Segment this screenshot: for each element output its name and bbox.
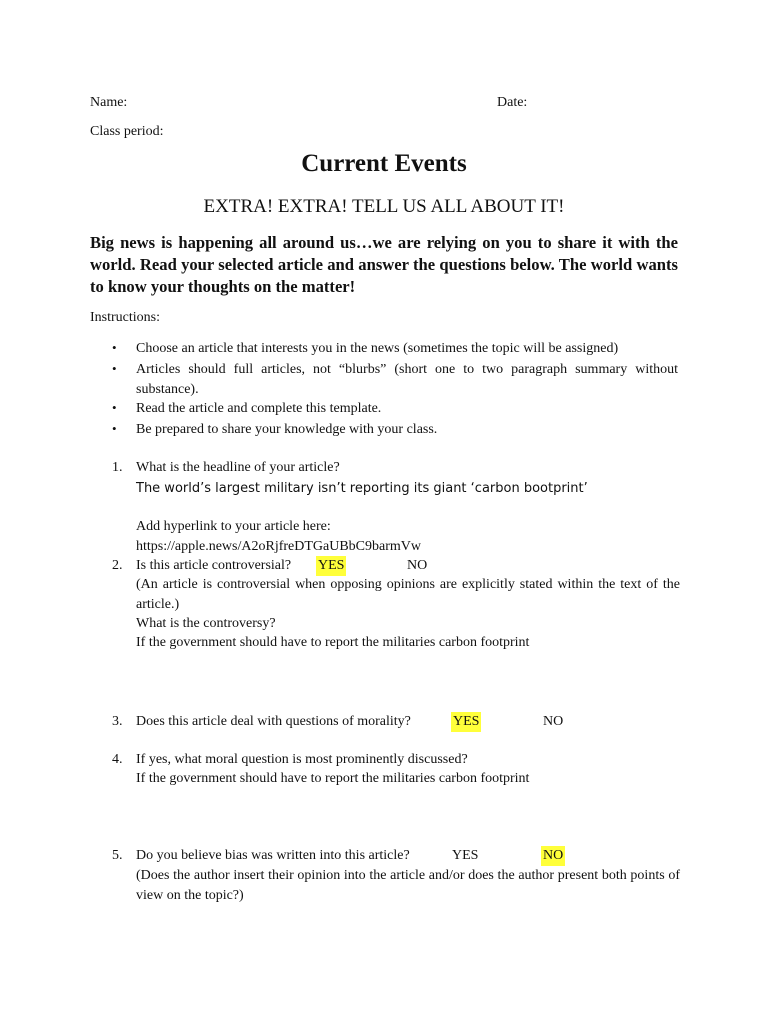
page-title: Current Events (301, 150, 467, 177)
instruction-item: Articles should full articles, not “blurbs” (short one to two paragraph summary without substance). (136, 362, 678, 397)
question-3-no-option[interactable]: NO (543, 714, 564, 729)
question-2-note: (An article is controversial when opposing opinions are explicitly stated within the text of the article.) (136, 577, 680, 612)
question-5-text: Do you believe bias was written into this article? (136, 848, 410, 863)
bullet-icon: • (112, 361, 117, 376)
question-4-answer: If the government should have to report the militaries carbon footprint (136, 771, 530, 786)
question-1-answer: The world’s largest military isn’t reporting its giant ‘carbon bootprint’ (136, 481, 588, 496)
article-hyperlink[interactable]: https://apple.news/A2oRjfreDTGaUBbC9barmVw (136, 539, 422, 554)
instruction-item: Be prepared to share your knowledge with your class. (136, 422, 438, 437)
intro-paragraph: Big news is happening all around us…we are relying on you to share it with the world. Read your selected article and answer the questions below. The world wants to know your thoughts on the matter! (90, 233, 678, 296)
question-number: 1. (112, 460, 123, 475)
question-3-yes-option[interactable]: YES (451, 712, 481, 732)
question-5-no-option[interactable]: NO (541, 846, 565, 866)
question-number: 5. (112, 848, 123, 863)
page-subtitle: EXTRA! EXTRA! TELL US ALL ABOUT IT! (203, 196, 565, 217)
question-1-text: What is the headline of your article? (136, 460, 340, 475)
question-2-no-option[interactable]: NO (407, 558, 428, 573)
instruction-item: Choose an article that interests you in the news (sometimes the topic will be assigned) (136, 341, 619, 356)
question-2-text: Is this article controversial? (136, 558, 292, 573)
question-number: 2. (112, 558, 123, 573)
name-label: Name: (90, 95, 128, 110)
bullet-icon: • (112, 400, 117, 415)
question-4-text: If yes, what moral question is most prominently discussed? (136, 752, 468, 767)
bullet-icon: • (112, 340, 117, 355)
question-3-text: Does this article deal with questions of morality? (136, 714, 411, 729)
instructions-label: Instructions: (90, 310, 160, 325)
question-2-answer: If the government should have to report the militaries carbon footprint (136, 635, 530, 650)
question-number: 3. (112, 714, 123, 729)
question-5-yes-option[interactable]: YES (452, 848, 479, 863)
question-5-note: (Does the author insert their opinion into the article and/or does the author present both points of view on the topic?) (136, 868, 680, 903)
class-period-label: Class period: (90, 124, 164, 139)
question-2-yes-option[interactable]: YES (316, 556, 346, 576)
date-label: Date: (497, 95, 528, 110)
question-number: 4. (112, 752, 123, 767)
hyperlink-label: Add hyperlink to your article here: (136, 519, 331, 534)
instruction-item: Read the article and complete this template. (136, 401, 382, 416)
bullet-icon: • (112, 421, 117, 436)
question-2-followup: What is the controversy? (136, 616, 276, 631)
